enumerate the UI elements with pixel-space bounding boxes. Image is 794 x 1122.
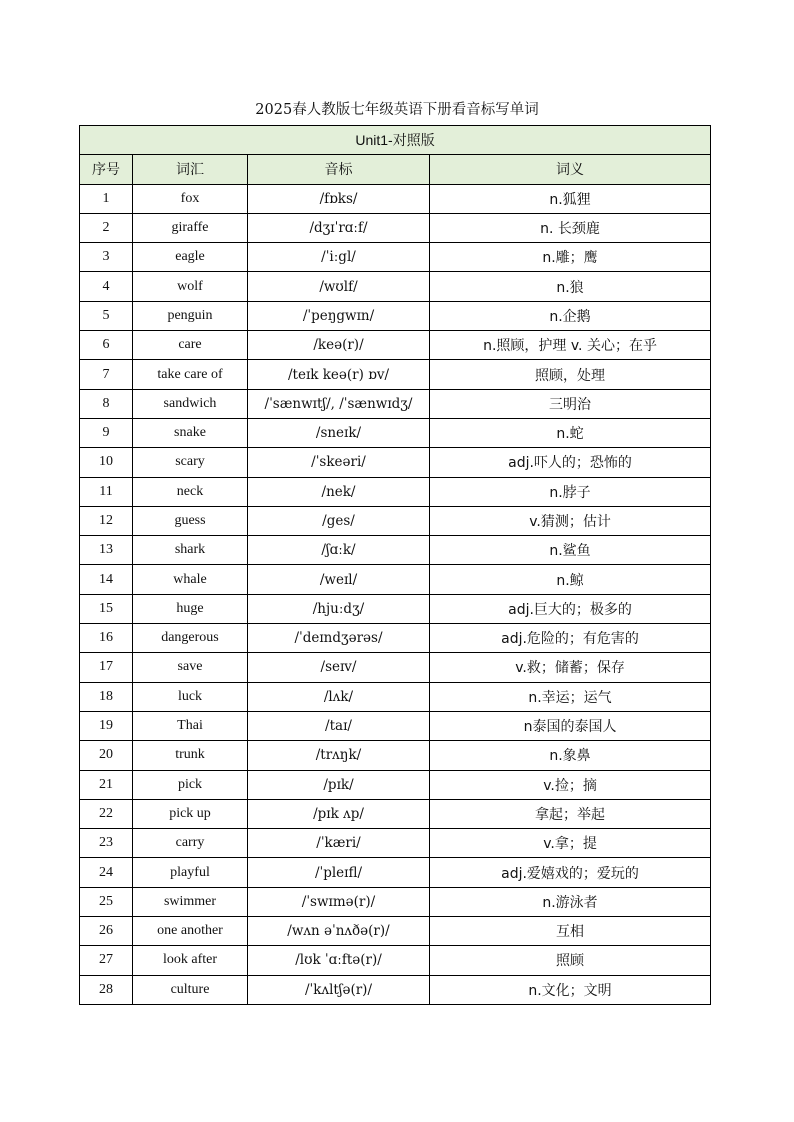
cell-ipa: /keə(r)/ bbox=[248, 331, 430, 360]
cell-word: carry bbox=[133, 829, 248, 858]
cell-num: 22 bbox=[80, 799, 133, 828]
cell-word: guess bbox=[133, 506, 248, 535]
cell-meaning: v.拿；提 bbox=[430, 829, 711, 858]
cell-num: 8 bbox=[80, 389, 133, 418]
cell-word: sandwich bbox=[133, 389, 248, 418]
table-row bbox=[80, 858, 711, 887]
table-row bbox=[80, 975, 711, 1004]
cell-word: whale bbox=[133, 565, 248, 594]
cell-word: shark bbox=[133, 536, 248, 565]
cell-ipa: /ˈkʌltʃə(r)/ bbox=[248, 975, 430, 1004]
cell-num: 9 bbox=[80, 418, 133, 447]
cell-ipa: /seɪv/ bbox=[248, 653, 430, 682]
cell-meaning: n.鲸 bbox=[430, 565, 711, 594]
cell-num: 17 bbox=[80, 653, 133, 682]
cell-word: swimmer bbox=[133, 887, 248, 916]
cell-meaning: n.鲨鱼 bbox=[430, 536, 711, 565]
cell-meaning: adj.吓人的；恐怖的 bbox=[430, 448, 711, 477]
table-row bbox=[80, 360, 711, 389]
cell-num: 1 bbox=[80, 184, 133, 213]
cell-ipa: /wʊlf/ bbox=[248, 272, 430, 301]
cell-num: 5 bbox=[80, 301, 133, 330]
cell-num: 23 bbox=[80, 829, 133, 858]
cell-meaning: n.脖子 bbox=[430, 477, 711, 506]
table-row bbox=[80, 477, 711, 506]
cell-meaning: n. 长颈鹿 bbox=[430, 213, 711, 242]
cell-word: pick bbox=[133, 770, 248, 799]
cell-word: pick up bbox=[133, 799, 248, 828]
cell-meaning: n.游泳者 bbox=[430, 887, 711, 916]
cell-num: 12 bbox=[80, 506, 133, 535]
cell-num: 6 bbox=[80, 331, 133, 360]
cell-ipa: /weɪl/ bbox=[248, 565, 430, 594]
cell-meaning: n.企鹅 bbox=[430, 301, 711, 330]
column-header-ipa: 音标 bbox=[248, 155, 430, 184]
cell-word: save bbox=[133, 653, 248, 682]
cell-meaning: 三明治 bbox=[430, 389, 711, 418]
cell-ipa: /teɪk keə(r) ɒv/ bbox=[248, 360, 430, 389]
table-row bbox=[80, 741, 711, 770]
cell-ipa: /nek/ bbox=[248, 477, 430, 506]
table-row bbox=[80, 711, 711, 740]
cell-ipa: /ˈkæri/ bbox=[248, 829, 430, 858]
cell-meaning: n.狐狸 bbox=[430, 184, 711, 213]
cell-num: 15 bbox=[80, 594, 133, 623]
cell-word: scary bbox=[133, 448, 248, 477]
table-row bbox=[80, 331, 711, 360]
unit-header-row bbox=[80, 126, 711, 155]
cell-word: care bbox=[133, 331, 248, 360]
column-header-num: 序号 bbox=[80, 155, 133, 184]
cell-num: 18 bbox=[80, 682, 133, 711]
cell-meaning: n.蛇 bbox=[430, 418, 711, 447]
cell-meaning: n.幸运；运气 bbox=[430, 682, 711, 711]
cell-word: culture bbox=[133, 975, 248, 1004]
table-row bbox=[80, 418, 711, 447]
cell-ipa: /ˈiːgl/ bbox=[248, 243, 430, 272]
cell-ipa: /ˈswɪmə(r)/ bbox=[248, 887, 430, 916]
cell-ipa: /ˈsænwɪtʃ/, /ˈsænwɪdʒ/ bbox=[248, 389, 430, 418]
cell-num: 20 bbox=[80, 741, 133, 770]
cell-ipa: /trʌŋk/ bbox=[248, 741, 430, 770]
cell-num: 14 bbox=[80, 565, 133, 594]
cell-ipa: /ˈpeŋgwɪn/ bbox=[248, 301, 430, 330]
cell-word: huge bbox=[133, 594, 248, 623]
cell-num: 27 bbox=[80, 946, 133, 975]
table-row bbox=[80, 536, 711, 565]
cell-num: 16 bbox=[80, 624, 133, 653]
cell-ipa: /lʊk ˈɑːftə(r)/ bbox=[248, 946, 430, 975]
table-row bbox=[80, 301, 711, 330]
vocabulary-table-body bbox=[80, 184, 711, 1004]
table-row bbox=[80, 272, 711, 301]
cell-word: neck bbox=[133, 477, 248, 506]
cell-num: 21 bbox=[80, 770, 133, 799]
cell-meaning: adj.爱嬉戏的；爱玩的 bbox=[430, 858, 711, 887]
cell-num: 7 bbox=[80, 360, 133, 389]
cell-ipa: /ˈskeəri/ bbox=[248, 448, 430, 477]
table-row bbox=[80, 565, 711, 594]
cell-meaning: adj.危险的；有危害的 bbox=[430, 624, 711, 653]
cell-num: 19 bbox=[80, 711, 133, 740]
cell-word: look after bbox=[133, 946, 248, 975]
table-row bbox=[80, 829, 711, 858]
cell-word: fox bbox=[133, 184, 248, 213]
cell-num: 25 bbox=[80, 887, 133, 916]
document-title: 2025春人教版七年级英语下册看音标写单词 bbox=[255, 102, 539, 118]
table-row bbox=[80, 624, 711, 653]
cell-num: 13 bbox=[80, 536, 133, 565]
cell-num: 28 bbox=[80, 975, 133, 1004]
column-header-word: 词汇 bbox=[133, 155, 248, 184]
cell-num: 24 bbox=[80, 858, 133, 887]
cell-word: take care of bbox=[133, 360, 248, 389]
cell-num: 26 bbox=[80, 917, 133, 946]
cell-ipa: /dʒɪˈrɑːf/ bbox=[248, 213, 430, 242]
cell-ipa: /ˈdeɪndʒərəs/ bbox=[248, 624, 430, 653]
cell-word: dangerous bbox=[133, 624, 248, 653]
cell-word: wolf bbox=[133, 272, 248, 301]
cell-num: 10 bbox=[80, 448, 133, 477]
cell-word: penguin bbox=[133, 301, 248, 330]
cell-meaning: 拿起；举起 bbox=[430, 799, 711, 828]
cell-word: one another bbox=[133, 917, 248, 946]
cell-meaning: n.照顾，护理 v. 关心；在乎 bbox=[430, 331, 711, 360]
cell-meaning: v.捡；摘 bbox=[430, 770, 711, 799]
table-row bbox=[80, 213, 711, 242]
table-row bbox=[80, 184, 711, 213]
cell-meaning: 互相 bbox=[430, 917, 711, 946]
column-header-row bbox=[80, 155, 711, 184]
cell-meaning: n.象鼻 bbox=[430, 741, 711, 770]
cell-meaning: 照顾，处理 bbox=[430, 360, 711, 389]
cell-ipa: /lʌk/ bbox=[248, 682, 430, 711]
cell-num: 2 bbox=[80, 213, 133, 242]
cell-meaning: adj.巨大的；极多的 bbox=[430, 594, 711, 623]
cell-ipa: /pɪk ʌp/ bbox=[248, 799, 430, 828]
table-row bbox=[80, 770, 711, 799]
cell-ipa: /sneɪk/ bbox=[248, 418, 430, 447]
cell-word: snake bbox=[133, 418, 248, 447]
cell-meaning: v.猜测；估计 bbox=[430, 506, 711, 535]
cell-meaning: v.救；储蓄；保存 bbox=[430, 653, 711, 682]
table-row bbox=[80, 653, 711, 682]
cell-word: playful bbox=[133, 858, 248, 887]
cell-ipa: /ʃɑːk/ bbox=[248, 536, 430, 565]
cell-word: giraffe bbox=[133, 213, 248, 242]
cell-word: luck bbox=[133, 682, 248, 711]
cell-ipa: /ges/ bbox=[248, 506, 430, 535]
cell-num: 4 bbox=[80, 272, 133, 301]
cell-ipa: /ˈpleɪfl/ bbox=[248, 858, 430, 887]
table-row bbox=[80, 682, 711, 711]
table-row bbox=[80, 799, 711, 828]
table-row bbox=[80, 243, 711, 272]
cell-ipa: /wʌn əˈnʌðə(r)/ bbox=[248, 917, 430, 946]
cell-num: 3 bbox=[80, 243, 133, 272]
column-header-meaning: 词义 bbox=[430, 155, 711, 184]
unit-label: Unit1-对照版 bbox=[80, 126, 711, 155]
cell-num: 11 bbox=[80, 477, 133, 506]
table-row bbox=[80, 506, 711, 535]
cell-meaning: n.文化；文明 bbox=[430, 975, 711, 1004]
cell-meaning: n.狼 bbox=[430, 272, 711, 301]
cell-ipa: /hjuːdʒ/ bbox=[248, 594, 430, 623]
cell-word: eagle bbox=[133, 243, 248, 272]
table-row bbox=[80, 389, 711, 418]
table-row bbox=[80, 946, 711, 975]
table-row bbox=[80, 917, 711, 946]
cell-word: trunk bbox=[133, 741, 248, 770]
cell-meaning: 照顾 bbox=[430, 946, 711, 975]
table-row bbox=[80, 594, 711, 623]
cell-ipa: /fɒks/ bbox=[248, 184, 430, 213]
cell-meaning: n.雕；鹰 bbox=[430, 243, 711, 272]
cell-ipa: /taɪ/ bbox=[248, 711, 430, 740]
table-row bbox=[80, 887, 711, 916]
table-row bbox=[80, 448, 711, 477]
cell-meaning: n泰国的泰国人 bbox=[430, 711, 711, 740]
vocabulary-table bbox=[79, 125, 711, 1005]
cell-word: Thai bbox=[133, 711, 248, 740]
cell-ipa: /pɪk/ bbox=[248, 770, 430, 799]
